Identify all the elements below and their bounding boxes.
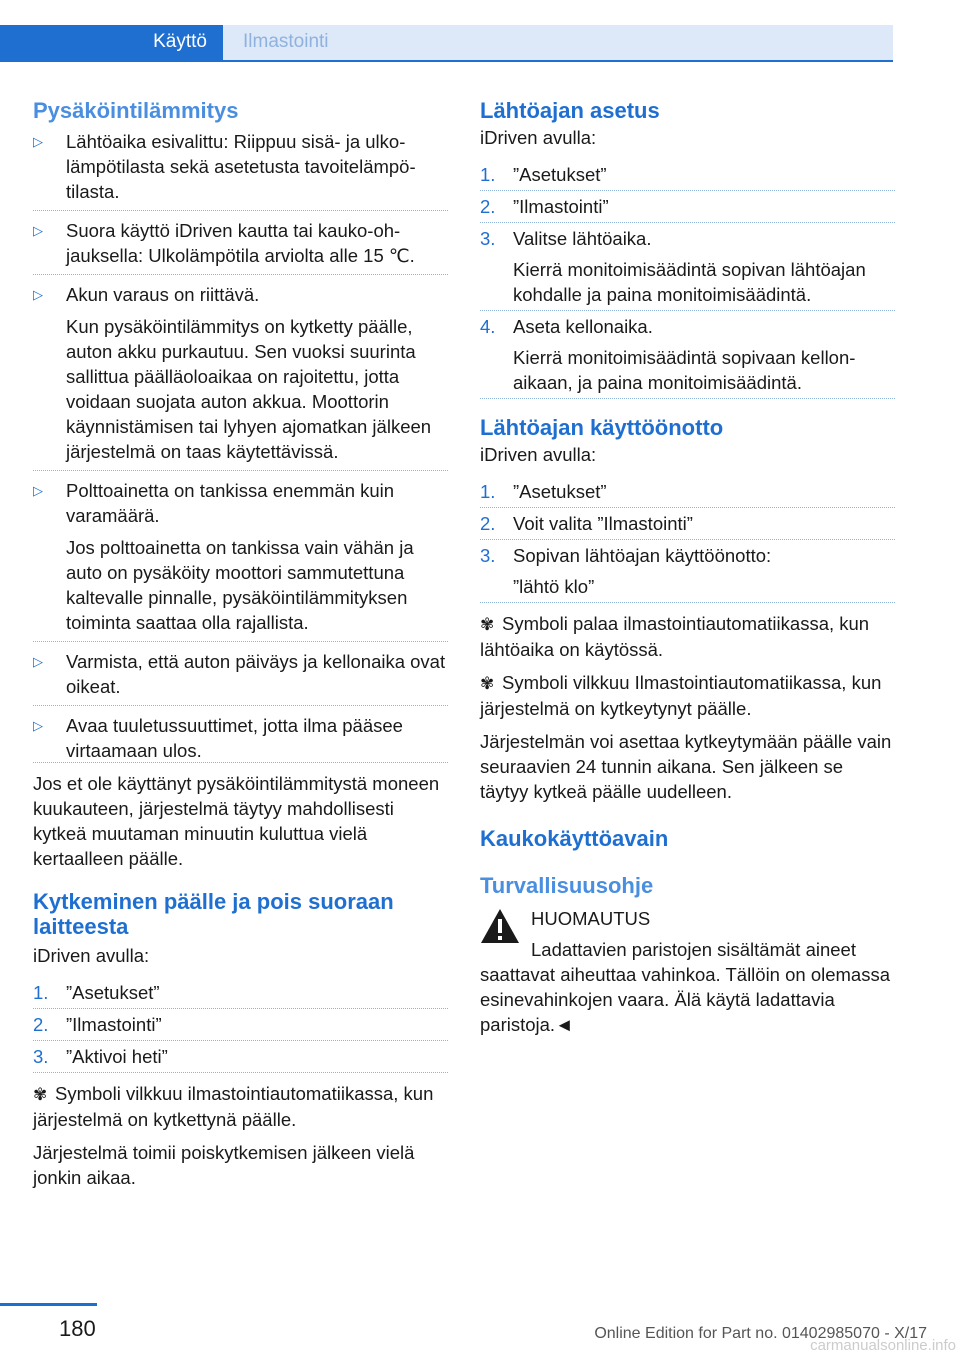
triangle-right-icon: ▷: [33, 718, 43, 733]
step-number: 1.: [480, 481, 496, 502]
requirements-list: [33, 129, 448, 763]
step-number: 3.: [480, 228, 496, 249]
idrive-intro: iDriven avulla:: [480, 444, 597, 465]
step-number: 2.: [480, 513, 496, 534]
idrive-intro: iDriven avulla:: [33, 945, 150, 966]
symbol-note-text: Symboli vilkkuu ilmastointiautomatiikassa, kun järjestelmä on kytkettynä päälle.: [33, 1083, 434, 1130]
list-item-text: Varmista, että auton päiväys ja kellonaika ovat oikeat.: [66, 651, 446, 697]
section-title-departure-activation: Lähtöajan käyttöönotto: [480, 415, 724, 440]
step-number: 3.: [33, 1046, 49, 1067]
departure-time-steps: [480, 162, 895, 399]
section-title-remote-key: Kaukokäyttöavain: [480, 826, 669, 851]
page-header: [0, 25, 893, 62]
list-item-note: Jos polttoainetta on tankissa vain vähän ja auto on pysäköity moottori sammutettuna kaltevalle pinnalle, pysäköintilämmityksen toiminta saattaa olla rajallista.: [66, 537, 414, 633]
idrive-intro: iDriven avulla:: [480, 127, 597, 148]
paragraph-long-unused: Jos et ole käyttänyt pysäköintilämmitystä moneen kuukauteen, järjestelmä täytyy mahdollisesti kytkeä muutaman minuutin kuluttua vielä kertaalleen päälle.: [33, 773, 440, 869]
step-number: 1.: [33, 982, 49, 1003]
fan-icon: ✾: [33, 1085, 48, 1104]
symbol-note: [480, 611, 895, 662]
list-item-text: Lähtöaika esivalittu: Riippuu sisä- ja ulkolämpötilasta sekä asetetusta tavoitelämpötilasta.: [66, 131, 416, 202]
step-text: Valitse lähtöaika.: [513, 228, 652, 249]
step-item: [480, 162, 895, 191]
paragraph-24h: Järjestelmän voi asettaa kytkeytymään päälle vain seuraavien 24 tunnin aikana. Sen jälkeen se täytyy kytkeä päälle uudelleen.: [480, 731, 892, 802]
list-item-text: Suora käyttö iDriven kautta tai kauko-ohjauksella: Ulkolämpötila arviolta alle 15 ℃.: [66, 220, 415, 266]
step-item: [480, 194, 895, 223]
warning-box: [480, 906, 895, 1037]
header-rule: [0, 60, 893, 62]
step-text: Sopivan lähtöajan käyttöönotto:: [513, 545, 772, 566]
section-title-direct-switch: Kytkeminen päälle ja pois suoraan laitteesta: [33, 889, 394, 939]
header-section-label: Käyttö: [153, 31, 207, 52]
triangle-right-icon: ▷: [33, 483, 43, 498]
step-item: [480, 543, 895, 603]
step-text: ”Aktivoi heti”: [66, 1046, 168, 1067]
watermark: carmanualsonline.info: [810, 1337, 956, 1354]
step-number: 1.: [480, 164, 496, 185]
step-text: ”Asetukset”: [66, 982, 160, 1003]
step-item: [33, 1044, 448, 1073]
symbol-note-text: Symboli vilkkuu Ilmastointiautomatiikassa, kun järjestelmä on kytkeytynyt päälle.: [480, 672, 882, 719]
step-text: ”Asetukset”: [513, 164, 607, 185]
warning-text: [480, 937, 895, 1037]
left-column: [33, 98, 448, 1198]
triangle-right-icon: ▷: [33, 654, 43, 669]
warning-triangle-icon: [480, 908, 520, 944]
symbol-note-text: Symboli palaa ilmastointiautomatiikassa, kun lähtöaika on käytössä.: [480, 613, 870, 660]
step-text: ”Ilmastointi”: [513, 196, 609, 217]
list-item: [33, 218, 448, 275]
list-item: [33, 478, 448, 642]
list-item: [33, 282, 448, 471]
triangle-right-icon: ▷: [33, 287, 43, 302]
triangle-right-icon: ▷: [33, 223, 43, 238]
list-item-text: Akun varaus on riittävä.: [66, 284, 260, 305]
step-text: Aseta kellonaika.: [513, 316, 653, 337]
departure-activation-steps: [480, 479, 895, 603]
step-number: 3.: [480, 545, 496, 566]
page-number: 180: [59, 1316, 96, 1341]
list-item: [33, 649, 448, 706]
step-text: ”Ilmastointi”: [66, 1014, 162, 1035]
list-item-text: Avaa tuuletussuuttimet, jotta ilma pääsee virtaamaan ulos.: [66, 715, 403, 761]
header-chapter-label: Ilmastointi: [243, 31, 329, 52]
paragraph-after-off: Järjestelmä toimii poiskytkemisen jälkeen vielä jonkin aikaa.: [33, 1142, 415, 1188]
header-chapter-tab: [223, 25, 893, 60]
section-title-parking-heater: Pysäköintilämmitys: [33, 98, 239, 123]
list-item: [33, 129, 448, 211]
fan-icon: ✾: [480, 615, 495, 634]
step-note: Kierrä monitoimisäädintä sopivaan kellonaikaan, ja paina monitoimisäädintä.: [513, 347, 856, 393]
symbol-note: [480, 670, 895, 721]
step-text: ”Asetukset”: [513, 481, 607, 502]
step-number: 2.: [33, 1014, 49, 1035]
edition-info: Online Edition for Part no. 01402985070 - X/17: [594, 1325, 927, 1342]
step-number: 4.: [480, 316, 496, 337]
step-note: ”lähtö klo”: [513, 576, 595, 597]
step-note: Kierrä monitoimisäädintä sopivan lähtöajan kohdalle ja paina monitoimisäädintä.: [513, 259, 866, 305]
header-section-tab: [0, 25, 223, 60]
section-title-departure-time: Lähtöajan asetus: [480, 98, 660, 123]
step-number: 2.: [480, 196, 496, 217]
page-number-rule: [0, 1303, 97, 1306]
triangle-right-icon: ▷: [33, 134, 43, 149]
step-item: [480, 511, 895, 540]
step-item: [33, 980, 448, 1009]
step-item: [480, 226, 895, 311]
list-item: [33, 713, 448, 763]
warning-label: HUOMAUTUS: [531, 908, 651, 929]
step-item: [33, 1012, 448, 1041]
fan-icon: ✾: [480, 674, 495, 693]
step-item: [480, 479, 895, 508]
list-item-text: Polttoainetta on tankissa enemmän kuin varamäärä.: [66, 480, 395, 526]
list-item-note: Kun pysäköintilämmitys on kytketty päälle, auton akku purkautuu. Sen vuoksi suurinta sallittua päälläoloaikaa on rajoitettu, jotta voidaan suojata auton akkua. Moottorin käynnistämisen tai lyhyen ajomatkan jälkeen järjestelmä on taas käytettävissä.: [66, 316, 432, 462]
right-column: [480, 98, 895, 1045]
step-item: [480, 314, 895, 399]
symbol-note: [33, 1081, 448, 1132]
step-text: Voit valita ”Ilmastointi”: [513, 513, 693, 534]
direct-switch-steps: [33, 980, 448, 1073]
warning-text-content: Ladattavien paristojen sisältämät aineet saattavat aiheuttaa vahinkoa. Tällöin on olemassa esinevahinkojen vaara. Älä käytä ladattavia paristoja.◄: [480, 939, 891, 1035]
section-title-safety: Turvallisuusohje: [480, 873, 654, 898]
